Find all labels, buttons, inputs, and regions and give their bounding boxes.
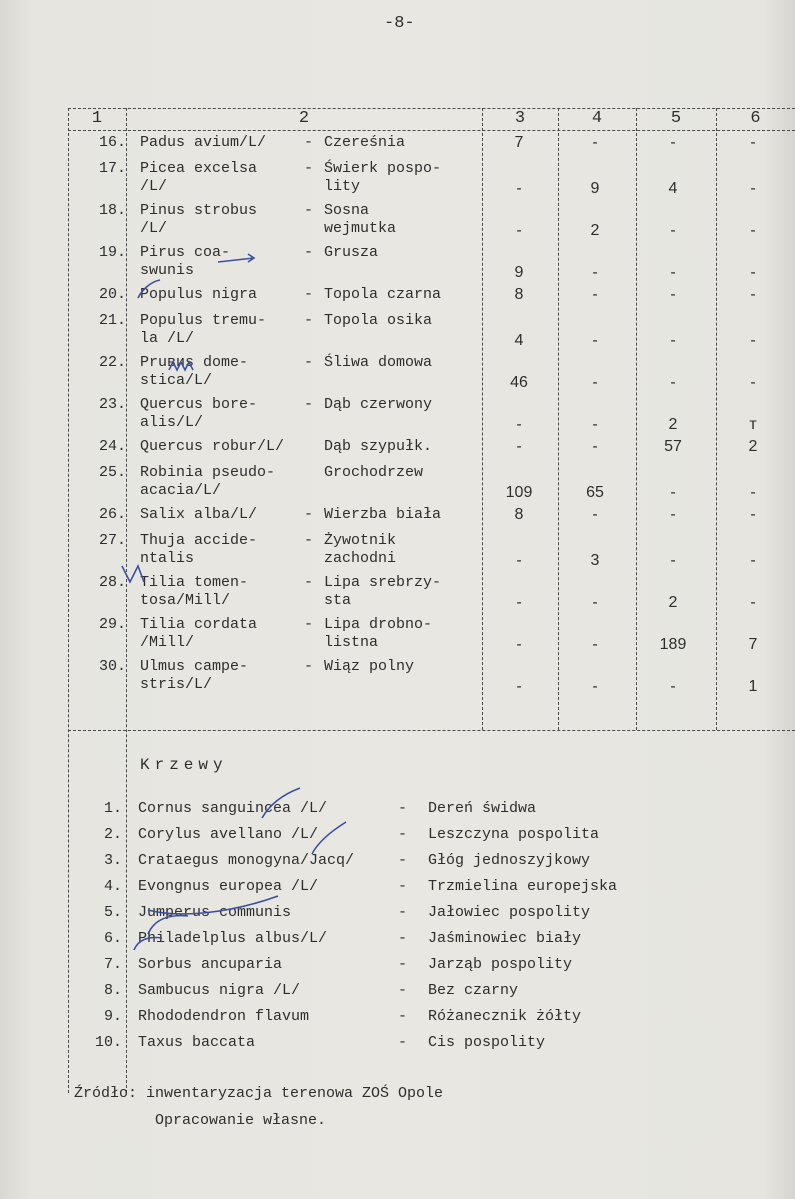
latin-name: Salix alba/L/ [140,506,258,523]
count-c4: - [592,264,598,281]
count-c6: - [750,506,756,523]
count-c4: 2 [590,222,600,239]
row-number: 9. [103,1008,122,1025]
latin-name: Rhododendron flavum [138,1008,310,1025]
count-c3: - [516,438,522,455]
header-col-4: 4 [591,109,603,128]
dash-separator: - [398,852,408,869]
dash-separator: - [304,354,314,371]
ink-correction-mark [118,560,148,590]
count-c5: - [670,484,676,501]
count-c6: - [750,594,756,611]
header-col-6: 6 [750,109,761,128]
polish-name: Dereń świdwa [428,800,537,817]
latin-name: Padus avium/L/ [140,134,267,151]
latin-name: Pinus strobus /L/ [140,202,258,237]
count-c4: - [592,374,598,391]
header-col-3: 3 [514,109,526,128]
dash-separator: - [398,826,408,843]
row-number: 7. [103,956,122,973]
header-col-1: 1 [91,109,103,128]
polish-name: Żywotnik zachodni [324,532,397,567]
table-header-rule [68,130,795,131]
latin-name: Quercus bore- alis/L/ [140,396,258,431]
count-c4: 3 [590,552,600,569]
row-number: 5. [103,904,122,921]
polish-name: Jarząb pospolity [428,956,573,973]
count-c3: - [516,416,522,433]
latin-name: Tilia cordata /Mill/ [140,616,258,651]
latin-name: Robinia pseudo- acacia/L/ [140,464,276,499]
count-c4: - [592,636,598,653]
latin-name: Thuja accide- ntalis [140,532,258,567]
latin-name: Evongnus europea /L/ [138,878,319,895]
dash-separator: - [304,506,314,523]
count-c5: - [670,264,676,281]
polish-name: Lipa drobno- listna [324,616,433,651]
count-c5: 2 [668,416,678,433]
count-c6: - [750,134,756,151]
count-c4: - [592,678,598,695]
header-col-5: 5 [670,109,682,128]
count-c5: 4 [668,180,678,197]
dash-separator: - [304,160,314,177]
latin-name: Jumperus communis [138,904,292,921]
count-c5: 2 [668,594,678,611]
polish-name: Bez czarny [428,982,519,999]
latin-name: Ulmus campe- stris/L/ [140,658,249,693]
row-number: 23. [98,396,126,413]
source-note-2: Opracowanie własne. [155,1112,327,1129]
row-number: 1. [103,800,122,817]
dash-separator: - [398,800,408,817]
col-5-rule [716,108,717,730]
latin-name: Crataegus monogyna/Jacq/ [138,852,355,869]
count-c6: 2 [748,438,758,455]
count-c3: - [516,594,522,611]
count-c4: - [592,594,598,611]
row-number: 22. [98,354,126,371]
row-number: 10. [94,1034,122,1051]
row-number: 6. [103,930,122,947]
polish-name: Topola czarna [324,286,442,303]
dash-separator: - [398,1008,408,1025]
count-c5: - [670,134,676,151]
polish-name: Grusza [324,244,379,261]
count-c4: 65 [586,484,604,501]
row-number: 20. [98,286,126,303]
dash-separator: - [398,930,408,947]
page-number: -8- [384,14,415,33]
polish-name: Wierzba biała [324,506,442,523]
latin-name: Populus tremu- la /L/ [140,312,267,347]
count-c4: 9 [590,180,600,197]
count-c5: - [670,332,676,349]
polish-name: Wiąz polny [324,658,415,675]
count-c3: - [516,636,522,653]
polish-name: Trzmielina europejska [428,878,618,895]
latin-name: Taxus baccata [138,1034,256,1051]
count-c5: - [670,678,676,695]
count-c3: 8 [514,286,524,303]
count-c6: 7 [748,636,758,653]
count-c4: - [592,134,598,151]
row-number: 16. [98,134,126,151]
count-c3: 109 [505,484,533,501]
count-c3: 8 [514,506,524,523]
section-heading-shrubs: Krzewy [140,756,228,774]
count-c6: т [749,416,757,433]
count-c5: - [670,222,676,239]
count-c6: - [750,264,756,281]
count-c6: - [750,180,756,197]
header-col-2: 2 [298,109,310,128]
count-c4: - [592,438,598,455]
count-c4: - [592,506,598,523]
count-c6: 1 [748,678,758,695]
row-number: 8. [103,982,122,999]
count-c5: 57 [664,438,682,455]
count-c5: - [670,506,676,523]
count-c6: - [750,286,756,303]
count-c6: - [750,222,756,239]
dash-separator: - [398,904,408,921]
ink-correction-mark [128,930,168,960]
latin-name: Pruвиs dome- stica/L/ [140,354,249,389]
dash-separator: - [304,658,314,675]
ink-correction-mark [165,356,205,376]
polish-name: Leszczyna pospolita [428,826,600,843]
dash-separator: - [304,134,314,151]
latin-name: Cornus sanguincea /L/ [138,800,328,817]
count-c5: 189 [659,636,687,653]
polish-name: Czereśnia [324,134,406,151]
count-c3: 4 [514,332,524,349]
dash-separator: - [398,956,408,973]
polish-name: Głóg jednoszyjkowy [428,852,591,869]
dash-separator: - [398,878,408,895]
count-c3: 7 [514,134,524,151]
count-c5: - [670,374,676,391]
latin-name: Picea excelsa /L/ [140,160,258,195]
col-4-rule [636,108,637,730]
row-number: 2. [103,826,122,843]
latin-name: Philadelplus albus/L/ [138,930,328,947]
polish-name: Topola osika [324,312,433,329]
polish-name: Cis pospolity [428,1034,546,1051]
row-number: 27. [98,532,126,549]
polish-name: Jaśminowiec biały [428,930,582,947]
count-c6: - [750,552,756,569]
dash-separator: - [304,286,314,303]
source-note: Źródło: inwentaryzacja terenowa ZOŚ Opole [74,1085,444,1102]
row-number: 29. [98,616,126,633]
count-c3: 46 [510,374,528,391]
latin-name: Corylus avellano /L/ [138,826,319,843]
ink-correction-mark [290,818,350,858]
dash-separator: - [304,574,314,591]
latin-name: Tilia tomen- tosa/Mill/ [140,574,249,609]
polish-name: Grochodrzew [324,464,424,481]
dash-separator: - [304,616,314,633]
ink-correction-mark [120,250,260,320]
dash-separator: - [304,244,314,261]
row-number: 30. [98,658,126,675]
dash-separator: - [304,396,314,413]
count-c3: - [516,552,522,569]
row-number: 21. [98,312,126,329]
row-number: 28. [98,574,126,591]
col-3-rule [558,108,559,730]
row-number: 4. [103,878,122,895]
latin-name: Populus nigra [140,286,258,303]
count-c4: - [592,416,598,433]
polish-name: Śliwa domowa [324,354,433,371]
count-c4: - [592,332,598,349]
count-c3: - [516,678,522,695]
row-number: 17. [98,160,126,177]
polish-name: Sosna wejmutka [324,202,397,237]
count-c4: - [592,286,598,303]
dash-separator: - [304,532,314,549]
row-number: 25. [98,464,126,481]
polish-name: Różanecznik żółty [428,1008,582,1025]
count-c6: - [750,332,756,349]
dash-separator: - [304,202,314,219]
row-number: 24. [98,438,126,455]
count-c5: - [670,286,676,303]
polish-name: Dąb czerwony [324,396,433,413]
count-c3: 9 [514,264,524,281]
count-c6: - [750,374,756,391]
dash-separator: - [398,1034,408,1051]
count-c5: - [670,552,676,569]
polish-name: Jałowiec pospolity [428,904,591,921]
count-c3: - [516,180,522,197]
latin-name: Sambucus nigra /L/ [138,982,301,999]
polish-name: Dąb szypułk. [324,438,433,455]
row-number: 3. [103,852,122,869]
dash-separator: - [304,312,314,329]
polish-name: Lipa srebrzy- sta [324,574,442,609]
count-c6: - [750,484,756,501]
count-c3: - [516,222,522,239]
polish-name: Świerk pospo- lity [324,160,442,195]
table-bottom-rule [68,730,795,731]
latin-name: Pirus coa- swunis [140,244,231,279]
row-number: 26. [98,506,126,523]
dash-separator: - [398,982,408,999]
row-number: 18. [98,202,126,219]
latin-name: Quercus robur/L/ [140,438,285,455]
latin-name: Sorbus ancuparia [138,956,283,973]
row-number: 19. [98,244,126,261]
